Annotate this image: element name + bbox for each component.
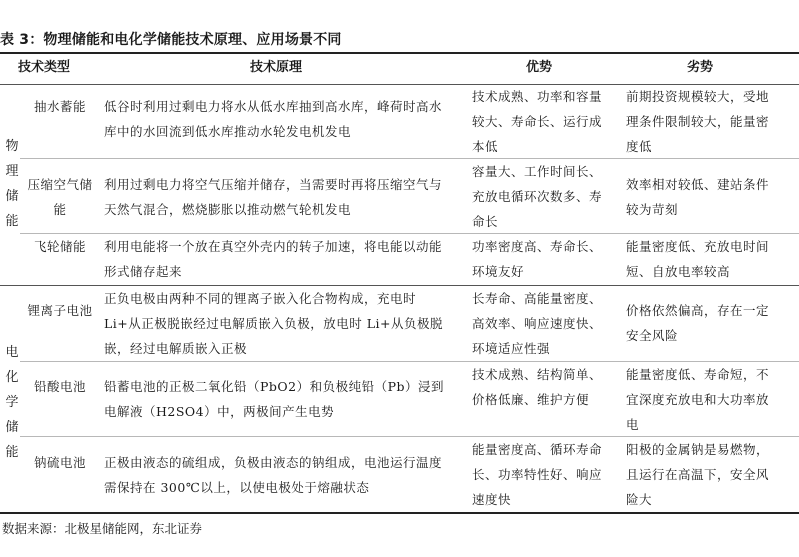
bottom-rule [0,512,799,514]
tech-pros: 能量密度高、循环寿命长、功率特性好、响应速度快 [472,442,603,507]
tech-principle: 低谷时利用过剩电力将水从低水库抽到高水库，峰荷时高水库中的水回流到低水库推动水轮发电机发电 [104,99,443,139]
header-pros: 优势 [525,60,552,75]
tech-pros: 长寿命、高能量密度、高效率、响应速度快、环境适应性强 [472,291,603,356]
tech-name: 钠硫电池 [33,455,86,470]
tech-cons: 效率相对较低、建站条件较为苛刻 [626,177,770,217]
tech-name: 飞轮储能 [33,239,86,254]
tech-cons: 能量密度低、寿命短，不宜深度充放电和大功率放电 [626,367,770,432]
header-cons: 劣势 [686,60,713,75]
tech-principle: 正极由液态的硫组成，负极由液态的钠组成，电池运行温度需保持在 300℃以上，以使电极处于熔融状态 [104,455,443,495]
tech-cons: 前期投资规模较大，受地理条件限制较大，能量密度低 [626,89,770,154]
header-type: 技术类型 [17,60,70,75]
tech-name: 抽水蓄能 [33,99,86,114]
tech-pros: 技术成熟、功率和容量较大、寿命长、运行成本低 [472,89,603,154]
table-title: 表 3：物理储能和电化学储能技术原理、应用场景不同 [0,32,342,48]
tech-principle: 铅蓄电池的正极二氧化铅（PbO2）和负极纯铅（Pb）浸到电解液（H2SO4）中，两极间产生电势 [104,379,445,419]
tech-cons: 价格依然偏高，存在一定安全风险 [626,303,770,343]
tech-principle: 利用电能将一个放在真空外壳内的转子加速，将电能以动能形式储存起来 [104,239,443,279]
tech-pros: 技术成熟、结构简单、价格低廉、维护方便 [472,367,603,407]
tech-cons: 阳极的金属钠是易燃物，且运行在高温下，安全风险大 [626,442,770,507]
tech-pros: 容量大、工作时间长、充放电循环次数多、寿命长 [472,164,603,229]
tech-pros: 功率密度高、寿命长、环境友好 [472,239,603,279]
tech-name: 铅酸电池 [33,379,86,394]
category-physical: 物理储能 [5,139,19,229]
tech-name: 锂离子电池 [27,303,93,318]
tech-principle: 正负电极由两种不同的锂离子嵌入化合物构成，充电时 Li+从正极脱嵌经过电解质嵌入负极，放电时 Li+从负极脱嵌，经过电解质嵌入正极 [104,291,444,356]
tech-principle: 利用过剩电力将空气压缩并储存，当需要时再将压缩空气与天然气混合，燃烧膨胀以推动燃气轮机发电 [104,177,443,217]
data-source-note: 数据来源：北极星储能网，东北证券 [2,521,203,536]
category-electrochemical: 电化学储能 [5,345,19,460]
tech-name: 压缩空气储能 [27,177,93,217]
header-principle: 技术原理 [249,60,302,75]
tech-cons: 能量密度低、充放电时间短、自放电率较高 [626,239,770,279]
row-divider [20,158,799,159]
